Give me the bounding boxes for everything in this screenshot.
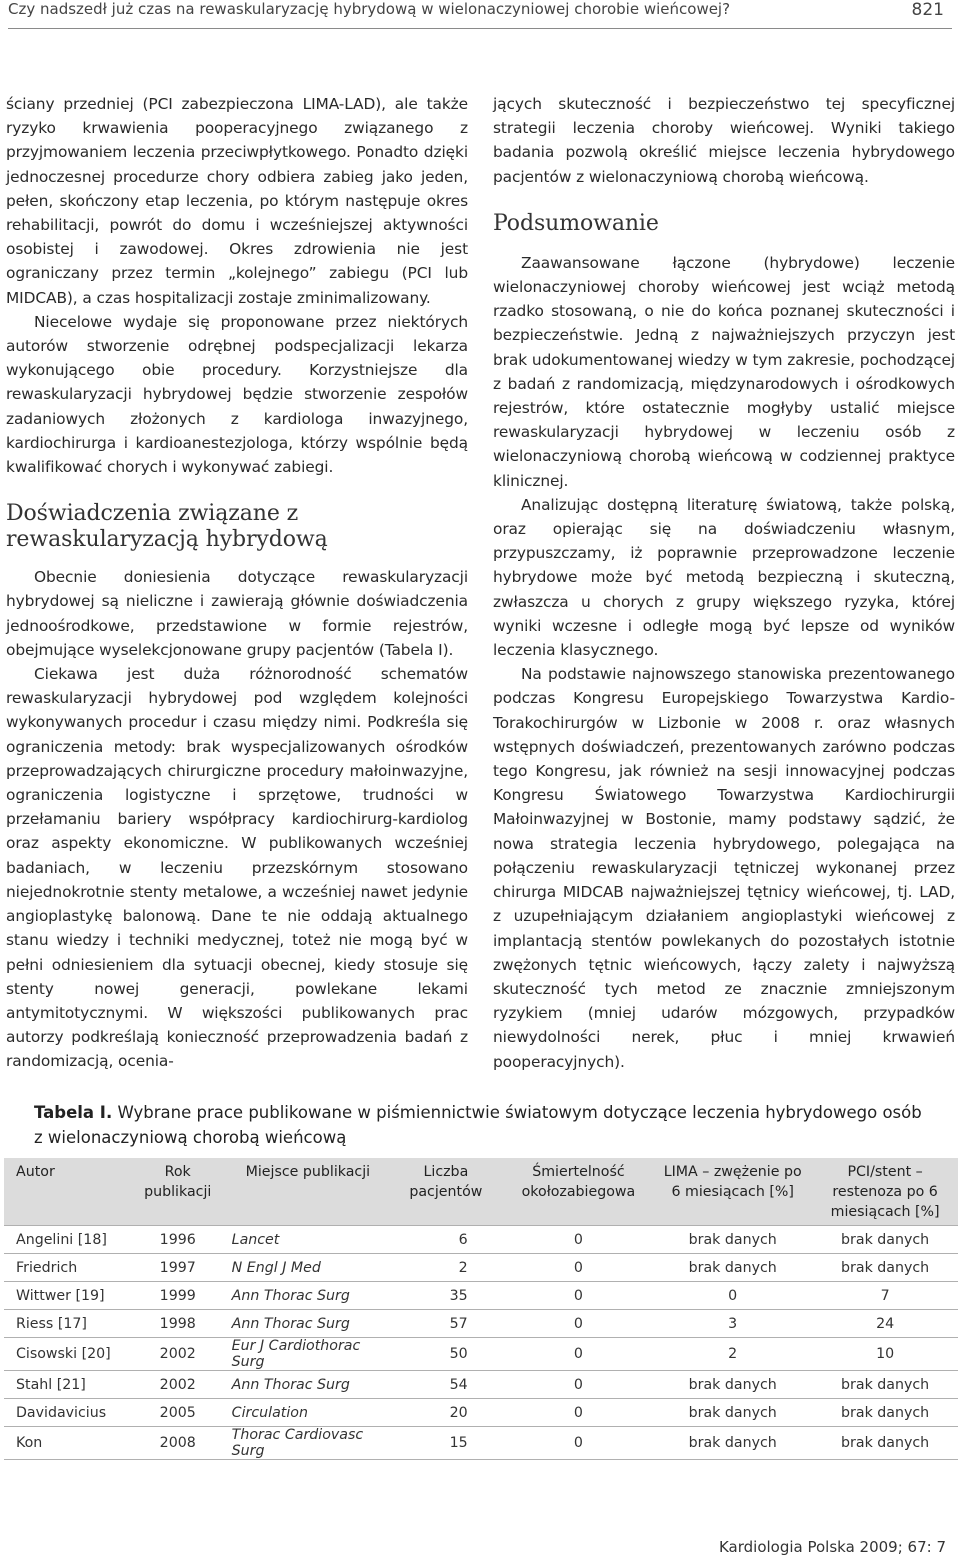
section-heading-summary: Podsumowanie [493, 210, 659, 236]
left-paragraph-4: Ciekawa jest duża różnorodność schematów rewaskularyzacji hybrydowej pod względem kolejności wykonywanych procedur i czasu między nimi. Podkreśla się ograniczenia metody: brak wyspecjalizowanych ośrodków przeprowadzających chirurgiczne procedury małoinwazyjne, ograniczenia logistyczne i sprzętowe, trudności w przełamaniu bariery współpracy kardiochirurg-kardiolog oraz aspekty ekonomiczne. W publikowanych wcześniej badaniach, w leczeniu przezskórnym stosowano niejednokrotnie stenty metalowe, a wcześniej nawet jedynie angioplastykę balonową. Dane te nie oddają aktualnego stanu wiedzy i techniki medycznej, toteż nie mogą być w pełni odniesieniem dla sytuacji obecnej, kiedy stosuje się stenty nowej generacji, powlekane lekami antymitotycznymi. W większości publikowanych prac autorzy podkreślają konieczność przeprowadzenia badań z randomizacją, ocenia- [6, 665, 468, 1071]
cell-author: Cisowski [20] [4, 1338, 128, 1371]
section-heading-experience: Doświadczenia związane z rewaskularyzacją hybrydową [6, 501, 328, 553]
cell-lima: 3 [653, 1310, 812, 1338]
cell-journal: Ann Thorac Surg [228, 1371, 388, 1399]
cell-year: 2005 [128, 1399, 228, 1427]
right-paragraph-2: Zaawansowane łączone (hybrydowe) leczenie wielonaczyniowej choroby wieńcowej jest wciąż metodą rzadko stosowaną, o nie do końca poznanej skuteczności i bezpieczeństwie. Jedną z najważniejszych przyczyn jest brak udokumentowanej wiedzy w tym zakresie, pochodzącej z badań z randomizacją, międzynarodowych i ośrodkowych rejestrów, które ostatecznie mogłyby ustalić miejsce rewaskularyzacji hybrydowej w leczeniu osób z wielonaczyniową chorobą wieńcową w codziennej praktyce klinicznej. [493, 253, 955, 490]
header-journal: Miejsce publikacji [228, 1158, 388, 1226]
cell-mortality: 0 [504, 1399, 653, 1427]
cell-patients: 50 [388, 1338, 504, 1371]
cell-year: 1999 [128, 1282, 228, 1310]
header-lima-stenosis: LIMA – zwężenie po 6 miesiącach [%] [653, 1158, 812, 1226]
table-row [4, 1310, 958, 1338]
table-row [4, 1226, 958, 1254]
cell-year: 2002 [128, 1371, 228, 1399]
cell-author: Wittwer [19] [4, 1282, 128, 1310]
right-paragraph-3: Analizując dostępną literaturę światową, także polską, oraz opierając się na doświadczeniu własnym, przypuszczamy, iż poprawnie przeprowadzone leczenie hybrydowe może być metodą bezpieczną i skuteczną, zwłaszcza u chorych z grupy większego ryzyka, której wyniki wczesne i odległe mogą być lepsze od wyników leczenia klasycznego. [493, 495, 955, 660]
running-header [8, 0, 952, 29]
cell-author: Davidavicius [4, 1399, 128, 1427]
right-paragraph-4: Na podstawie najnowszego stanowiska prezentowanego podczas Kongresu Europejskiego Towarzystwa Kardio-Torakochirurgów w Lizbonie w 2008 r. oraz własnych wstępnych doświadczeń, prezentowanych zarówno podczas tego Kongresu, jak również na sesji innowacyjnej podczas Kongresu Światowego Towarzystwa Kardiochirurgii Małoinwazyjnej w Bostonie, mamy podstawy sądzić, że nowa strategia leczenia hybrydowego, polegająca na połączeniu rewaskularyzacji tętniczej wykonanej przez chirurga MIDCAB najważniejszej tętnicy wieńcowej, tj. LAD, z uzupełniającym działaniem angioplastyki wieńcowej z implantacją stentów powlekanych do pozostałych istotnie zwężonych tętnic wieńcowych, łączy zalety i najwyższą skuteczność tych metod ze znacznie zmniejszonym ryzykiem (mniej udarów mózgowych, przypadków niewydolności nerek, płuc i mniej krwawień pooperacyjnych). [493, 665, 955, 1071]
cell-lima: 0 [653, 1282, 812, 1310]
cell-patients: 15 [388, 1427, 504, 1460]
table-caption-label: Tabela I. [34, 1103, 113, 1122]
table-row [4, 1254, 958, 1282]
header-patients: Liczba pacjentów [388, 1158, 504, 1226]
cell-year: 1998 [128, 1310, 228, 1338]
header-mortality: Śmiertelność okołozabiegowa [504, 1158, 653, 1226]
cell-mortality: 0 [504, 1371, 653, 1399]
cell-mortality: 0 [504, 1254, 653, 1282]
cell-journal: Thorac Cardiovasc Surg [228, 1427, 388, 1460]
cell-patients: 6 [388, 1226, 504, 1254]
cell-patients: 35 [388, 1282, 504, 1310]
table-row [4, 1282, 958, 1310]
header-author: Autor [4, 1158, 128, 1226]
left-paragraph-3: Obecnie doniesienia dotyczące rewaskularyzacji hybrydowej są nieliczne i zawierają głównie doświadczenia jednoośrodkowe, przedstawione w formie rejestrów, obejmujące wyselekcjonowane grupy pacjentów (Tabela I). [6, 568, 468, 659]
table-row [4, 1371, 958, 1399]
cell-pci: 24 [812, 1310, 958, 1338]
cell-pci: brak danych [812, 1226, 958, 1254]
cell-lima: brak danych [653, 1399, 812, 1427]
cell-author: Friedrich [4, 1254, 128, 1282]
page-number: 821 [911, 0, 944, 20]
header-year: Rok publikacji [128, 1158, 228, 1226]
cell-author: Kon [4, 1427, 128, 1460]
cell-pci: brak danych [812, 1399, 958, 1427]
cell-pci: brak danych [812, 1371, 958, 1399]
cell-lima: brak danych [653, 1226, 812, 1254]
table-row [4, 1338, 958, 1371]
cell-mortality: 0 [504, 1338, 653, 1371]
cell-mortality: 0 [504, 1427, 653, 1460]
right-column [493, 92, 955, 1074]
cell-pci: 7 [812, 1282, 958, 1310]
cell-mortality: 0 [504, 1282, 653, 1310]
table-caption-text: Wybrane prace publikowane w piśmiennictwie światowym dotyczące leczenia hybrydowego osób z wielonaczyniową chorobą wieńcową [34, 1103, 922, 1147]
cell-year: 1996 [128, 1226, 228, 1254]
studies-table [4, 1158, 958, 1460]
cell-lima: brak danych [653, 1254, 812, 1282]
cell-patients: 2 [388, 1254, 504, 1282]
cell-lima: 2 [653, 1338, 812, 1371]
running-title: Czy nadszedł już czas na rewaskularyzację hybrydową w wielonaczyniowej chorobie wieńcowej? [8, 0, 731, 18]
cell-patients: 57 [388, 1310, 504, 1338]
left-paragraph-2: Niecelowe wydaje się proponowane przez niektórych autorów stworzenie odrębnej podspecjalizacji lekarza wykonującego obie procedury. Korzystniejsze dla rewaskularyzacji hybrydowej będzie stworzenie zespołów zadaniowych złożonych z kardiologa inwazyjnego, kardiochirurga i kardioanestezjologa, którzy wspólnie będą kwalifikować chorych i wykonywać zabiegi. [6, 312, 468, 477]
cell-journal: Eur J Cardiothorac Surg [228, 1338, 388, 1371]
cell-author: Riess [17] [4, 1310, 128, 1338]
cell-author: Angelini [18] [4, 1226, 128, 1254]
table-header-row [4, 1158, 958, 1226]
cell-journal: Circulation [228, 1399, 388, 1427]
journal-footer: Kardiologia Polska 2009; 67: 7 [718, 1538, 946, 1556]
cell-author: Stahl [21] [4, 1371, 128, 1399]
cell-journal: N Engl J Med [228, 1254, 388, 1282]
table-caption [34, 1100, 934, 1150]
cell-journal: Ann Thorac Surg [228, 1310, 388, 1338]
right-paragraph-1: jących skuteczność i bezpieczeństwo tej specyficznej strategii leczenia choroby wieńcowej. Wyniki takiego badania pozwolą określić miejsce leczenia hybrydowego pacjentów z wielonaczyniową chorobą wieńcową. [493, 95, 955, 186]
cell-lima: brak danych [653, 1427, 812, 1460]
header-pci-restenosis: PCI/stent – restenoza po 6 miesiącach [%] [812, 1158, 958, 1226]
cell-pci: 10 [812, 1338, 958, 1371]
cell-mortality: 0 [504, 1310, 653, 1338]
cell-year: 1997 [128, 1254, 228, 1282]
cell-lima: brak danych [653, 1371, 812, 1399]
cell-mortality: 0 [504, 1226, 653, 1254]
cell-year: 2002 [128, 1338, 228, 1371]
table-row [4, 1399, 958, 1427]
table-row [4, 1427, 958, 1460]
cell-patients: 20 [388, 1399, 504, 1427]
left-column [6, 92, 468, 1074]
left-paragraph-1: ściany przedniej (PCI zabezpieczona LIMA-LAD), ale także ryzyko krwawienia pooperacyjnego związanego z przyjmowaniem leczenia przeciwpłytkowego. Ponadto dzięki jednoczesnej procedurze chory odbiera zabieg jako jeden, pełen, skończony etap leczenia, po którym następuje okres rehabilitacji, powrót do domu i wcześniejszej aktywności osobistej i zawodowej. Okres zdrowienia nie jest ograniczany przez termin „kolejnego” zabiegu (PCI lub MIDCAB), a czas hospitalizacji zostaje zminimalizowany. [6, 95, 468, 307]
cell-pci: brak danych [812, 1427, 958, 1460]
cell-pci: brak danych [812, 1254, 958, 1282]
cell-journal: Lancet [228, 1226, 388, 1254]
cell-year: 2008 [128, 1427, 228, 1460]
cell-journal: Ann Thorac Surg [228, 1282, 388, 1310]
cell-patients: 54 [388, 1371, 504, 1399]
